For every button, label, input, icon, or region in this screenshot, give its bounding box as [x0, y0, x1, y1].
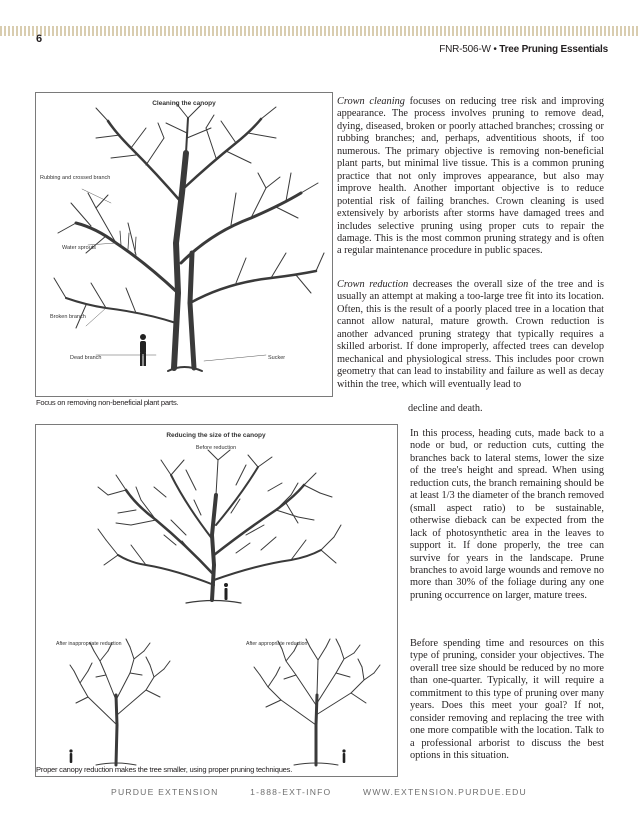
paragraph-crown-reduction: [337, 279, 604, 391]
crown-reduction-continuation: decline and death.: [408, 403, 483, 414]
publication-title: Tree Pruning Essentials: [499, 44, 608, 55]
footer-phone: 1-888-EXT-INFO: [250, 787, 332, 797]
reducing-canopy-illustration: [36, 425, 397, 776]
label-sucker: Sucker: [268, 355, 286, 361]
paragraph-crown-cleaning: [337, 96, 604, 258]
publication-code: FNR-506-W •: [439, 44, 500, 55]
footer-org: PURDUE EXTENSION: [111, 787, 219, 797]
figure-cleaning-canopy: [35, 92, 333, 397]
label-water-sprouts: Water sprouts: [62, 245, 97, 251]
footer-url: WWW.EXTENSION.PURDUE.EDU: [363, 787, 527, 797]
label-rubbing-crossed: Rubbing and crossed branch: [40, 175, 111, 181]
figure1-caption: Focus on removing non-beneficial plant parts.: [36, 398, 179, 407]
cleaning-canopy-illustration: [36, 93, 332, 396]
person-silhouette-left: [69, 749, 72, 763]
label-appropriate-reduction: After appropriate reduction: [246, 641, 308, 647]
term-crown-reduction: Crown reduction: [337, 279, 409, 290]
paragraph-before-spending: Before spending time and resources on this type of pruning, consider your objectives. The overall tree size should be reduced by no more than one-quarter. Typically, it will require a commitment to this type of pruning over many years. Does this meet your goal? If not, consider removing and replacing the tree with one more compatible with the location. Talk to a professional arborist to discuss the best options in this situation.: [410, 638, 604, 762]
label-inappropriate-reduction: After inappropriate reduction: [56, 641, 122, 647]
running-head: [439, 44, 608, 55]
figure2-title: Reducing the size of the canopy: [166, 432, 266, 439]
tree-inappropriate: [70, 639, 170, 765]
crown-cleaning-text: focuses on reducing tree risk and improving appearance. The process involves pruning to remove dead, dying, diseased, broken or poorly attached branches; crossing or rubbing branches; and, perhaps, adventitious shoots, if too numerous. The primary objective is removing non-beneficial plant parts, but minimal live tissue. This is a common pruning practice that not only improves appearance, but also may improve health. Another important objective is to reduce potential risk of failing branches. Crown cleaning is used extensively by arborists after storms have damaged trees and includes selective pruning using proper cuts to repair the damage. This is the most common pruning strategy and is often a regular maintenance procedure in public spaces.: [337, 96, 604, 257]
figure-reducing-canopy: [35, 424, 398, 777]
person-silhouette-right: [342, 749, 345, 763]
person-silhouette: [140, 334, 146, 366]
label-dead-branch: Dead branch: [70, 355, 102, 361]
person-silhouette-center: [224, 583, 228, 600]
top-decorative-bar: [0, 26, 638, 36]
paragraph-reduction-process: In this process, heading cuts, made back to a node or bud, or reduction cuts, cutting the branches back to lateral stems, lower the size of the tree's height and spread. When using reduction cuts, the branch remaining should be at least 1/3 the diameter of the branch removed (small aspect ratio) to be sustainable, otherwise dieback can be expected from the lack of photosynthetic area in the leaves to support it. If done properly, the tree can survive for years in the landscape. Prune branches to avoid large wounds and remove no more than 30% of the foliage during any one pruning occurrence on larger, mature trees.: [410, 428, 604, 601]
label-broken-branch: Broken branch: [50, 314, 86, 320]
term-crown-cleaning: Crown cleaning: [337, 96, 405, 107]
page-number: 6: [36, 33, 43, 45]
figure1-title: Cleaning the canopy: [152, 100, 216, 107]
figure2-caption: Proper canopy reduction makes the tree smaller, using proper pruning techniques.: [36, 765, 293, 774]
page-footer: [0, 787, 638, 797]
tree-appropriate: [254, 639, 380, 765]
crown-reduction-text: decreases the overall size of the tree and is usually an attempt at making a too-large tree fit into its location. Often, this is the result of a poorly placed tree in a location that cannot allow natural, mature growth. Crown reduction is another advanced pruning strategy that typically requires a skilled arborist. If done improperly, affected trees can develop mechanical and physiological stress. This includes poor crown geometry that can lead to instability and failure as well as decay within the tree, which will eventually lead to: [337, 279, 604, 390]
label-before-reduction: Before reduction: [195, 445, 237, 451]
